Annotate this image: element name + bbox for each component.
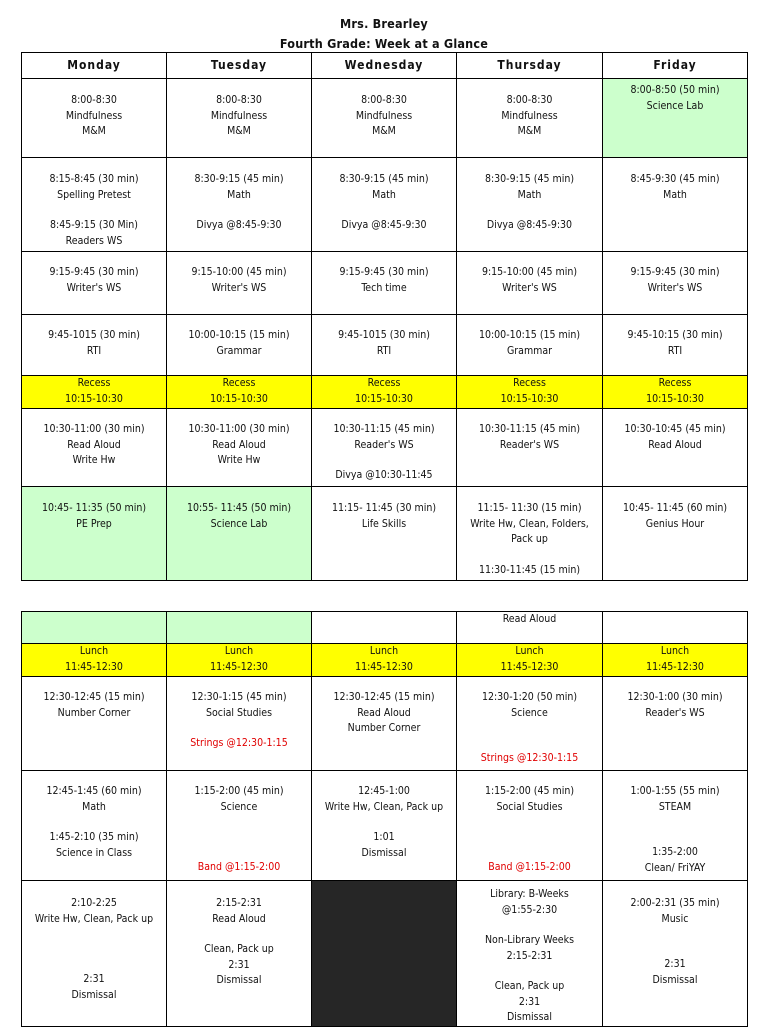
schedule-cell: 10:30-11:00 (30 min) Read Aloud Write Hw	[167, 409, 312, 487]
schedule-cell: 8:45-9:30 (45 min) Math	[603, 158, 748, 252]
schedule-table-page1	[21, 52, 748, 581]
strings-note: Strings @12:30-1:15	[480, 752, 579, 764]
schedule-cell: 9:45-10:15 (30 min) RTI	[603, 315, 748, 376]
schedule-cell: 9:15-9:45 (30 min) Writer's WS	[603, 252, 748, 315]
schedule-cell: 9:15-10:00 (45 min) Writer's WS	[167, 252, 312, 315]
strings-note: Strings @12:30-1:15	[190, 737, 288, 749]
schedule-cell	[167, 677, 312, 771]
schedule-cell	[603, 771, 748, 881]
schedule-cell	[457, 487, 603, 581]
schedule-cell: 10:45- 11:35 (50 min) PE Prep	[22, 487, 167, 581]
schedule-cell: 8:00-8:30 Mindfulness M&M	[457, 79, 603, 158]
schedule-entry: 12:30-1:20 (50 min) Science	[481, 691, 578, 719]
schedule-entry: 12:45-1:45 (60 min) Math	[46, 785, 142, 813]
schedule-cell: 12:30-12:45 (15 min) Read Aloud Number Corner	[312, 677, 457, 771]
schedule-entry: 11:15- 11:30 (15 min) Write Hw, Clean, Folders, Pack up	[470, 502, 589, 545]
schedule-entry: Divya @8:45-9:30	[486, 219, 573, 231]
recess-cell: Recess 10:15-10:30	[603, 376, 748, 409]
schedule-cell: 9:15-9:45 (30 min) Tech time	[312, 252, 457, 315]
schedule-cell	[457, 771, 603, 881]
schedule-row	[22, 79, 748, 158]
schedule-row	[22, 315, 748, 376]
schedule-entry: 1:15-2:00 (45 min) Social Studies	[484, 785, 575, 813]
schedule-row	[22, 409, 748, 487]
schedule-cell	[312, 409, 457, 487]
lunch-cell: Lunch 11:45-12:30	[603, 644, 748, 677]
schedule-cell	[22, 881, 167, 1027]
schedule-entry: 2:10-2:25 Write Hw, Clean, Pack up	[34, 897, 154, 925]
schedule-cell	[457, 158, 603, 252]
schedule-cell	[457, 677, 603, 771]
schedule-entry: Divya @8:45-9:30	[341, 219, 427, 231]
schedule-cell	[312, 771, 457, 881]
day-header-wednesday: Wednesday	[312, 53, 457, 79]
day-header-thursday: Thursday	[457, 53, 603, 79]
schedule-entry: Library: B-Weeks @1:55-2:30	[490, 888, 569, 916]
schedule-cell: 8:00-8:30 Mindfulness M&M	[167, 79, 312, 158]
schedule-cell	[603, 612, 748, 644]
schedule-cell	[167, 771, 312, 881]
day-header-friday: Friday	[603, 53, 748, 79]
schedule-cell: 12:30-1:00 (30 min) Reader's WS	[603, 677, 748, 771]
lunch-cell: Lunch 11:45-12:30	[22, 644, 167, 677]
schedule-cell: 10:55- 11:45 (50 min) Science Lab	[167, 487, 312, 581]
schedule-cell: 12:30-12:45 (15 min) Number Corner	[22, 677, 167, 771]
schedule-cell	[457, 881, 603, 1027]
lunch-cell: Lunch 11:45-12:30	[167, 644, 312, 677]
schedule-cell: 8:00-8:30 Mindfulness M&M	[22, 79, 167, 158]
recess-cell: Recess 10:15-10:30	[312, 376, 457, 409]
lunch-row	[22, 644, 748, 677]
schedule-entry: 1:45-2:10 (35 min) Science in Class	[49, 831, 139, 859]
schedule-row	[22, 881, 748, 1027]
schedule-cell	[22, 612, 167, 644]
recess-row	[22, 376, 748, 409]
schedule-cell	[167, 881, 312, 1027]
schedule-entry: 8:30-9:15 (45 min) Math	[484, 173, 575, 201]
schedule-entry: 10:30-11:15 (45 min) Reader's WS	[333, 423, 435, 451]
schedule-entry: 2:31 Dismissal	[652, 958, 698, 986]
schedule-cell: 10:30-11:15 (45 min) Reader's WS	[457, 409, 603, 487]
day-header-monday: Monday	[22, 53, 167, 79]
blocked-cell	[312, 881, 457, 1027]
schedule-row	[22, 158, 748, 252]
recess-cell: Recess 10:15-10:30	[457, 376, 603, 409]
schedule-cell: 9:15-10:00 (45 min) Writer's WS	[457, 252, 603, 315]
schedule-row	[22, 677, 748, 771]
schedule-cell: 8:00-8:50 (50 min) Science Lab	[603, 79, 748, 158]
schedule-row	[22, 487, 748, 581]
schedule-cell: 10:45- 11:45 (60 min) Genius Hour	[603, 487, 748, 581]
schedule-entry: 2:31 Dismissal	[71, 973, 117, 1001]
schedule-cell	[603, 881, 748, 1027]
schedule-entry: 8:15-8:45 (30 min) Spelling Pretest	[49, 173, 139, 201]
schedule-entry: 2:15-2:31 Read Aloud	[212, 897, 266, 925]
schedule-table-page2	[21, 611, 748, 1027]
schedule-cell	[167, 612, 312, 644]
lunch-cell: Lunch 11:45-12:30	[457, 644, 603, 677]
schedule-row	[22, 612, 748, 644]
schedule-cell: 9:15-9:45 (30 min) Writer's WS	[22, 252, 167, 315]
day-header-row	[22, 53, 748, 79]
recess-cell: Recess 10:15-10:30	[167, 376, 312, 409]
schedule-entry: Non-Library Weeks 2:15-2:31	[484, 934, 574, 962]
page-title: Fourth Grade: Week at a Glance	[279, 36, 489, 51]
day-header-tuesday: Tuesday	[167, 53, 312, 79]
schedule-cell: Read Aloud	[457, 612, 603, 644]
schedule-cell: 10:00-10:15 (15 min) Grammar	[457, 315, 603, 376]
schedule-entry: 1:35-2:00 Clean/ FriYAY	[644, 846, 706, 874]
schedule-entry: 8:45-9:15 (30 Min) Readers WS	[50, 219, 138, 247]
schedule-cell	[312, 158, 457, 252]
schedule-cell: 8:00-8:30 Mindfulness M&M	[312, 79, 457, 158]
recess-cell: Recess 10:15-10:30	[22, 376, 167, 409]
schedule-entry: Clean, Pack up 2:31 Dismissal	[204, 943, 274, 986]
schedule-cell	[167, 158, 312, 252]
schedule-cell: 11:15- 11:45 (30 min) Life Skills	[312, 487, 457, 581]
schedule-entry: 12:45-1:00 Write Hw, Clean, Pack up	[324, 785, 444, 813]
teacher-name: Mrs. Brearley	[340, 16, 428, 31]
schedule-cell	[22, 771, 167, 881]
schedule-cell: 10:30-11:00 (30 min) Read Aloud Write Hw	[22, 409, 167, 487]
lunch-cell: Lunch 11:45-12:30	[312, 644, 457, 677]
schedule-row	[22, 771, 748, 881]
schedule-entry: 1:15-2:00 (45 min) Science	[194, 785, 284, 813]
schedule-cell: 9:45-1015 (30 min) RTI	[22, 315, 167, 376]
schedule-entry: 8:30-9:15 (45 min) Math	[339, 173, 429, 201]
schedule-cell	[312, 612, 457, 644]
schedule-entry: 8:30-9:15 (45 min) Math	[194, 173, 284, 201]
schedule-entry: Divya @10:30-11:45	[335, 469, 433, 481]
band-note: Band @1:15-2:00	[197, 861, 281, 873]
band-note: Band @1:15-2:00	[488, 861, 571, 873]
schedule-entry: Divya @8:45-9:30	[196, 219, 282, 231]
schedule-entry: 1:00-1:55 (55 min) STEAM	[630, 785, 720, 813]
schedule-entry: 2:00-2:31 (35 min) Music	[630, 897, 720, 925]
schedule-row	[22, 252, 748, 315]
schedule-cell: 10:00-10:15 (15 min) Grammar	[167, 315, 312, 376]
schedule-cell	[22, 158, 167, 252]
schedule-entry: Clean, Pack up 2:31 Dismissal	[494, 980, 565, 1023]
schedule-cell: 9:45-1015 (30 min) RTI	[312, 315, 457, 376]
schedule-entry: 12:30-1:15 (45 min) Social Studies	[191, 691, 287, 719]
schedule-cell: 10:30-10:45 (45 min) Read Aloud	[603, 409, 748, 487]
schedule-entry: 1:01 Dismissal	[361, 831, 407, 859]
schedule-entry: 11:30-11:45 (15 min)	[478, 563, 581, 576]
